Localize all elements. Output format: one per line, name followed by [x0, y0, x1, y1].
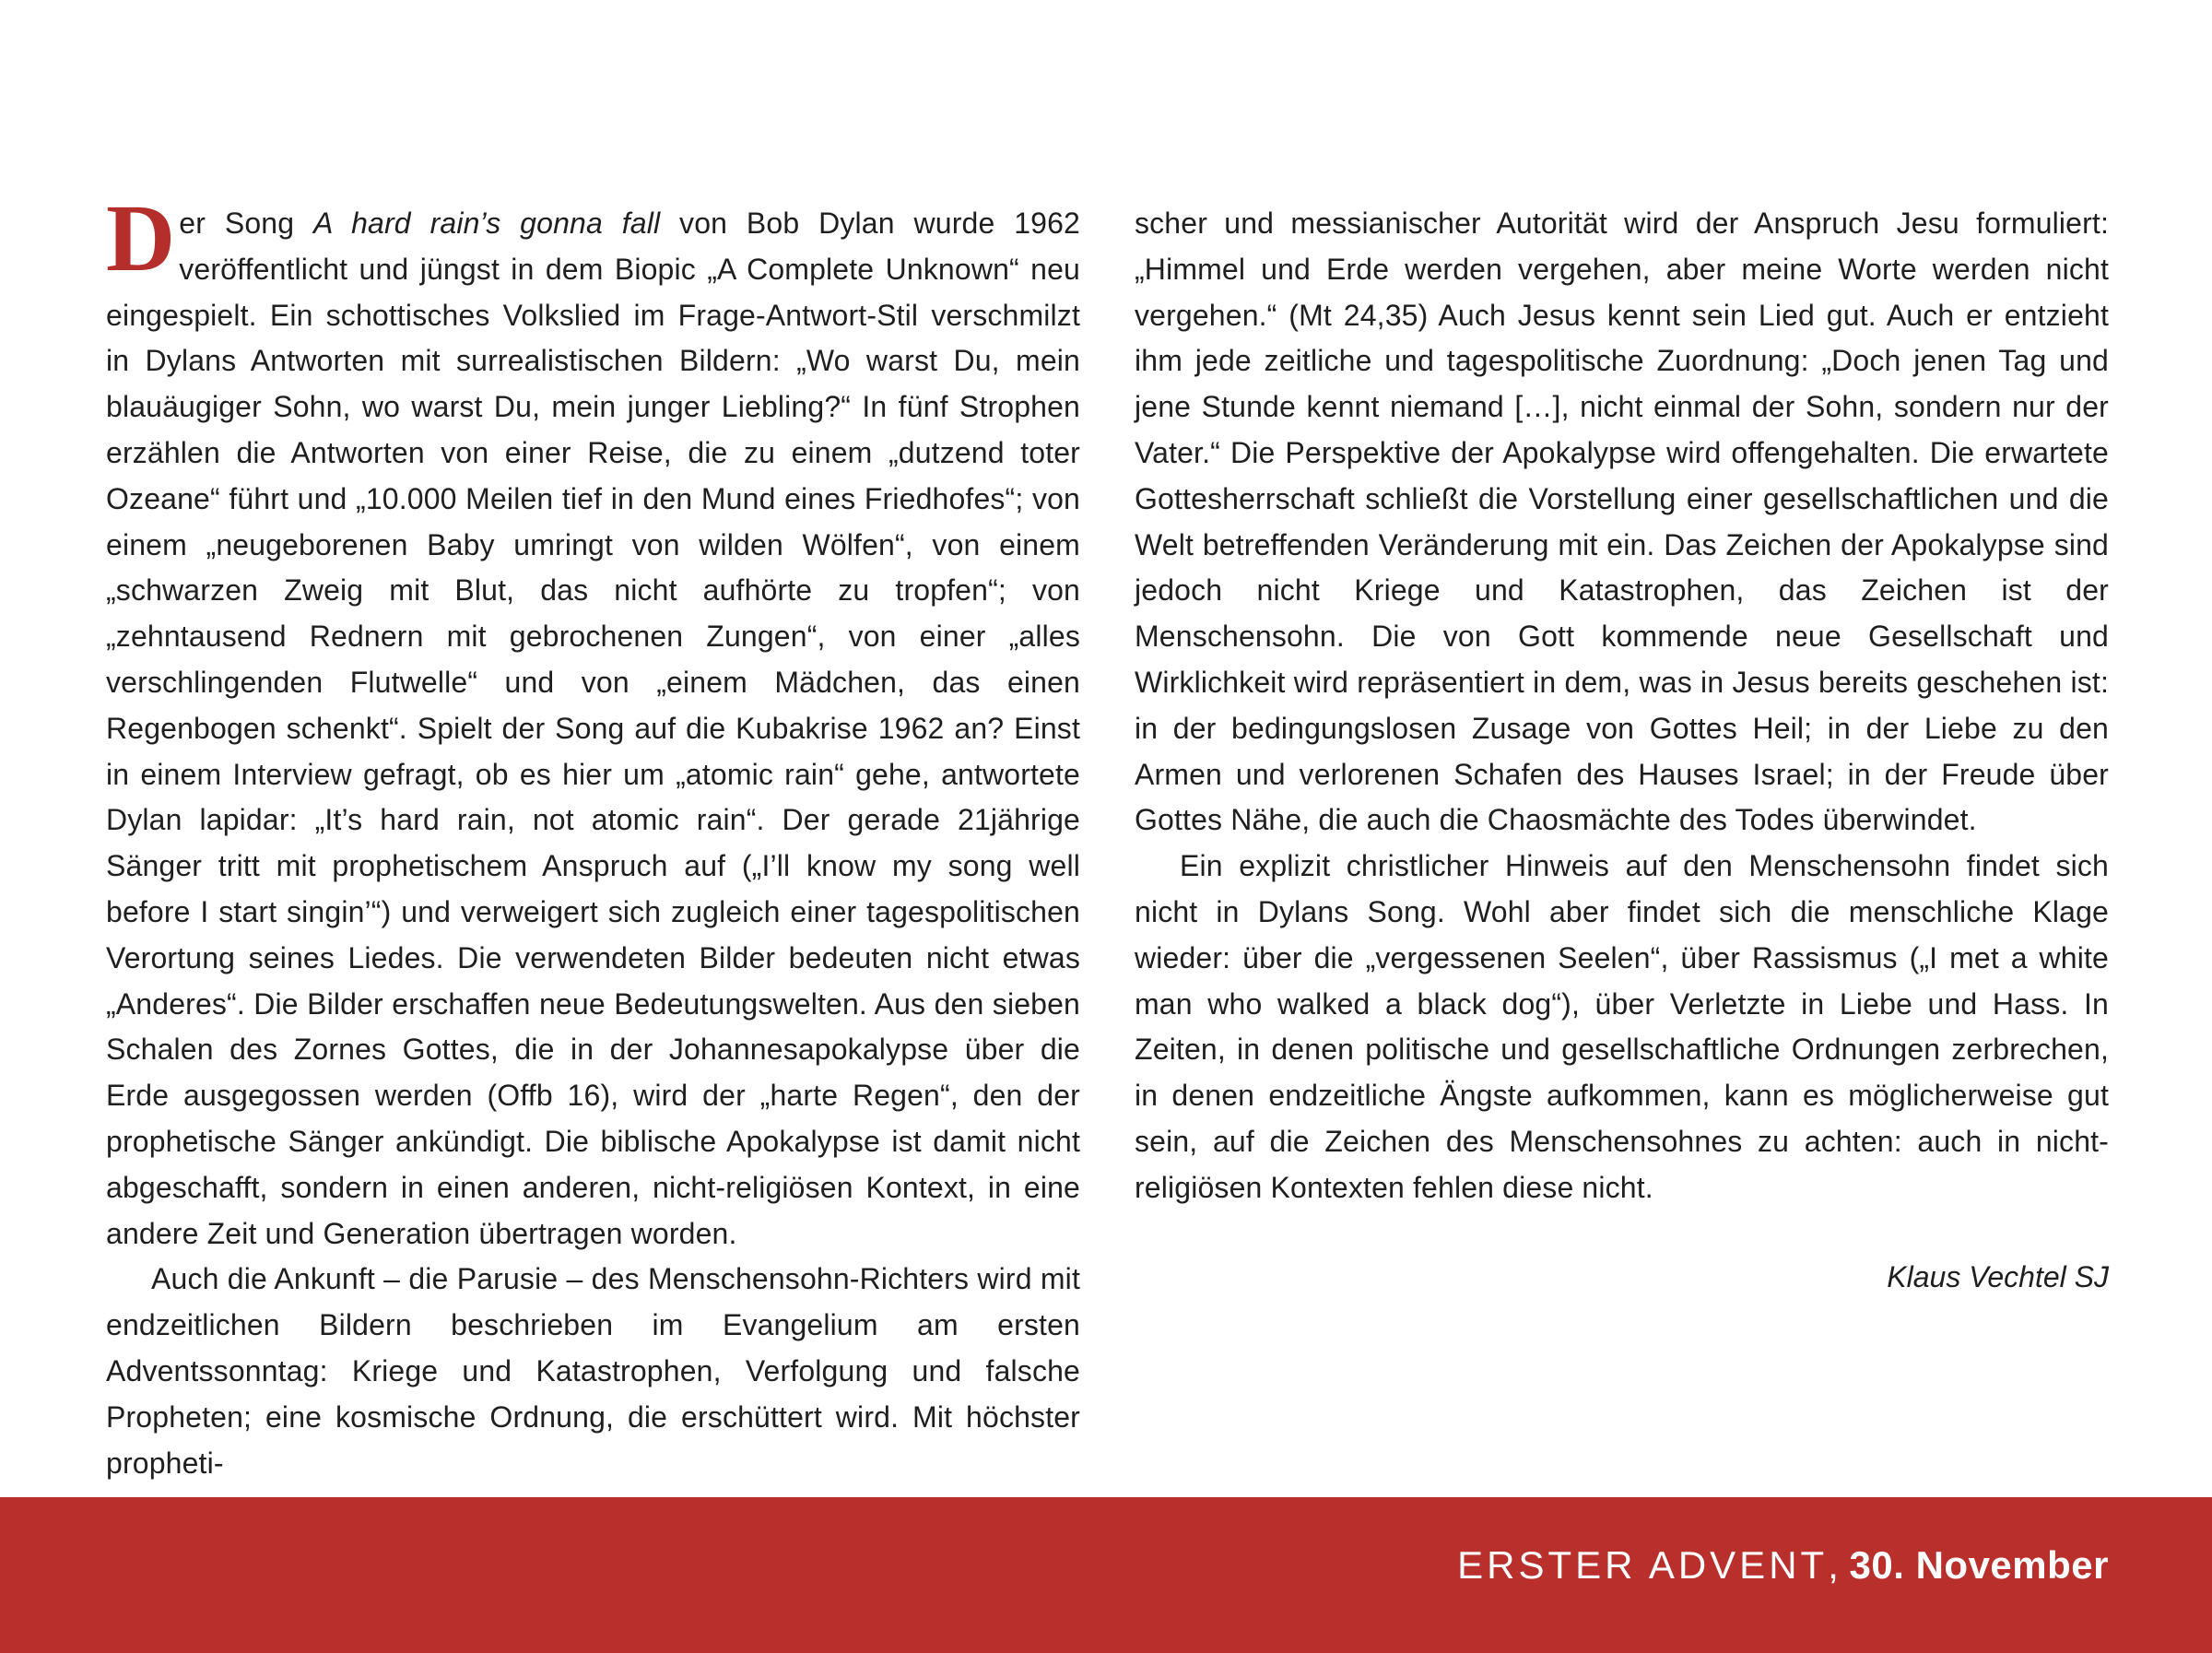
footer-bar	[0, 1497, 2212, 1653]
paragraph-parusie-start: Auch die Ankunft – die Parusie – des Menschensohn-Richters wird mit endzeitlichen Bildern beschrieben im Evangelium am ersten Adventssonntag: Kriege und Katastrophen, Verfolgung und falsche Propheten; eine kosmische Ordnung, die erschüttert wird. Mit höchster propheti-	[106, 1262, 1080, 1480]
text-column-left	[106, 185, 1080, 1486]
footer-label: ERSTER ADVENT	[1457, 1543, 1829, 1587]
footer-date: 30. November	[1849, 1543, 2109, 1587]
paragraph-intro-start: er Song	[179, 207, 313, 240]
paragraph-intro-body: von Bob Dylan wurde 1962 veröffentlicht und jüngst in dem Biopic „A Complete Unknown“ neu eingespielt. Ein schottisches Volkslied im Frage-Antwort-Stil verschmilzt in Dylans Antworten mit surrealistischen Bildern: „Wo warst Du, mein blauäugiger Sohn, wo warst Du, mein junger Liebling?“ In fünf Strophen erzählen die Antworten von einer Reise, die zu einem „dutzend toter Ozeane“ führt und „10.000 Meilen tief in den Mund eines Friedhofes“; von einem „neugeborenen Baby umringt von wilden Wölfen“, von einem „schwarzen Zweig mit Blut, das nicht aufhörte zu tropfen“; von „zehntausend Rednern mit gebrochenen Zungen“, von einer „alles verschlingenden Flutwelle“ und von „einem Mädchen, das einen Regenbogen schenkt“. Spielt der Song auf die Kubakrise 1962 an? Einst in einem Interview gefragt, ob es hier um „atomic rain“ gehe, antwortete Dylan lapidar: „It’s hard rain, not atomic rain“. Der gerade 21jährige Sänger tritt mit prophetischem Anspruch auf („I’ll know my song well before I start singin’“) und verweigert sich zugleich einer tagespolitischen Verortung seines Liedes. Die verwendeten Bilder bedeuten nicht etwas „Anderes“. Die Bilder erschaffen neue Bedeutungswelten. Aus den sieben Schalen des Zornes Gottes, die in der Johannesapokalypse über die Erde ausgegossen werden (Offb 16), wird der „harte Regen“, den der prophetische Sänger ankündigt. Die biblische Apokalypse ist damit nicht abgeschafft, sondern in einen anderen, nicht-religiösen Kontext, in eine andere Zeit und Generation übertragen worden.	[106, 207, 1080, 1250]
paragraph-parusie-continued: scher und messianischer Autorität wird der Anspruch Jesu formuliert: „Himmel und Erde werden vergehen, aber meine Worte werden nicht vergehen.“ (Mt 24,35) Auch Jesus kennt sein Lied gut. Auch er entzieht ihm jede zeitliche und tagespolitische Zuordnung: „Doch jenen Tag und jene Stunde kennt niemand […], nicht einmal der Sohn, sondern nur der Vater.“ Die Perspektive der Apokalypse wird offengehalten. Die erwartete Gottesherrschaft schließt die Vorstellung einer gesellschaftlichen und die Welt betreffenden Veränderung mit ein. Das Zeichen der Apokalypse sind jedoch nicht Kriege und Katastrophen, das Zeichen ist der Menschensohn. Die von Gott kommende neue Gesellschaft und Wirklichkeit wird repräsentiert in dem, was in Jesus bereits geschehen ist: in der bedingungslosen Zusage von Gottes Heil; in der Liebe zu den Armen und verlorenen Schafen des Hauses Israel; in der Freude über Gottes Nähe, die auch die Chaosmächte des Todes überwindet.	[1135, 207, 2109, 837]
paragraph-intro	[106, 185, 1080, 1257]
paragraph-conclusion: Ein explizit christlicher Hinweis auf den Menschensohn findet sich nicht in Dylans Song. Wohl aber findet sich die menschliche Klage wieder: über die „vergessenen Seelen“, über Rassismus („I met a white man who walked a black dog“), über Verletzte in Liebe und Hass. In Zeiten, in denen politische und gesellschaftliche Ordnungen zerbrechen, in denen endzeitliche Ängste aufkommen, kann es möglicherweise gut sein, auf die Zeichen des Menschensohnes zu achten: auch in nicht-religiösen Kontexten fehlen diese nicht.	[1135, 849, 2109, 1204]
song-title: A hard rain’s gonna fall	[312, 207, 661, 240]
drop-cap: D	[106, 185, 176, 291]
footer-heading	[1457, 1540, 2109, 1591]
author-signature: Klaus Vechtel SJ	[1887, 1260, 2109, 1293]
text-column-right	[1135, 201, 2109, 1211]
footer-separator: ,	[1828, 1543, 1839, 1587]
